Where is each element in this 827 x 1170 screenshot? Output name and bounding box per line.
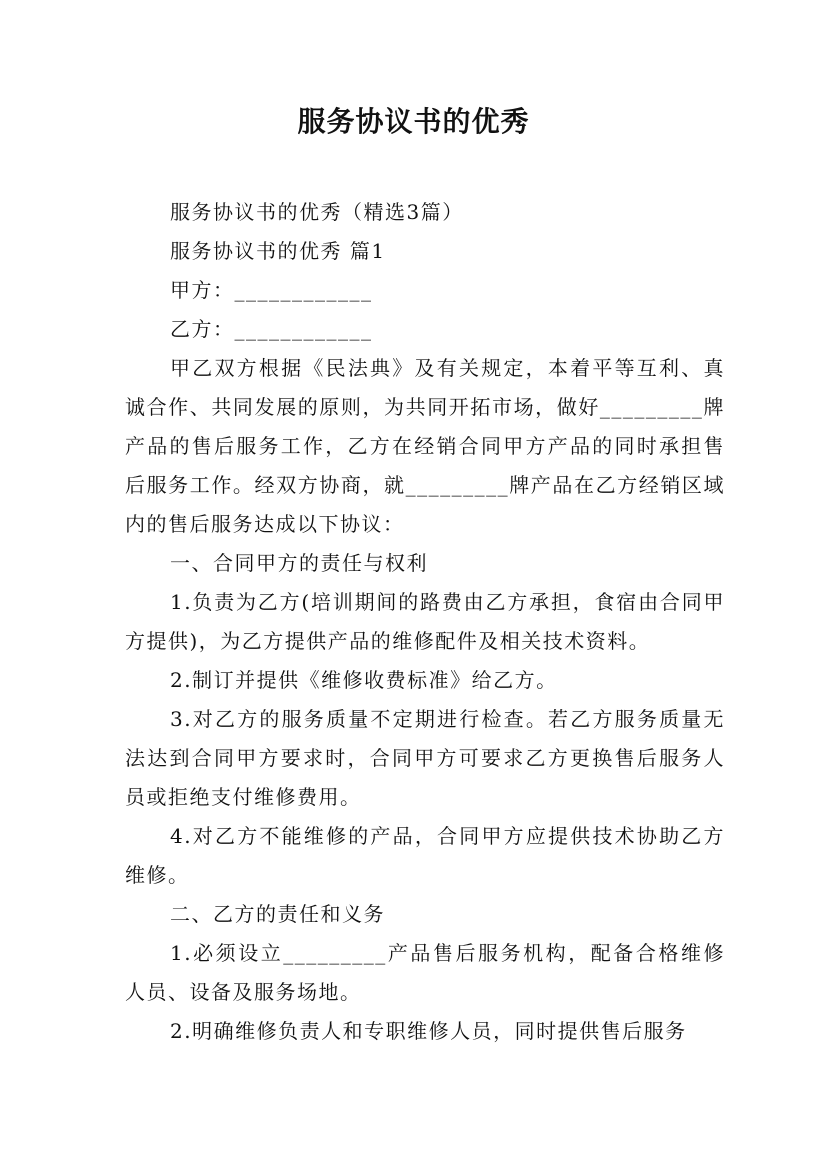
paragraph-clause-a4: 4.对乙方不能维修的产品，合同甲方应提供技术协助乙方维修。	[125, 824, 725, 887]
paragraph-heading-party-a-duties: 一、合同甲方的责任与权利	[170, 551, 428, 575]
paragraph-clause-a3: 3.对乙方的服务质量不定期进行检查。若乙方服务质量无法达到合同甲方要求时，合同甲方可要求乙方更换售后服务人员或拒绝支付维修费用。	[125, 707, 725, 809]
paragraph-party-b: 乙方：____________	[170, 317, 373, 341]
document-body	[125, 193, 725, 1051]
paragraph-party-a: 甲方：____________	[170, 278, 373, 302]
document-title: 服务协议书的优秀	[297, 105, 530, 138]
paragraph-preamble: 甲乙双方根据《民法典》及有关规定，本着平等互利、真诚合作、共同发展的原则，为共同开拓市场，做好_________牌产品的售后服务工作，乙方在经销合同甲方产品的同时承担售后服务工作。经双方协商，就_________牌产品在乙方经销区域内的售后服务达成以下协议：	[125, 356, 725, 536]
paragraph-clause-a2: 2.制订并提供《维修收费标准》给乙方。	[170, 668, 558, 692]
paragraph-section-heading: 服务协议书的优秀 篇1	[170, 239, 386, 263]
paragraph-clause-b2: 2.明确维修负责人和专职维修人员，同时提供售后服务	[170, 1019, 687, 1043]
paragraph-clause-a1: 1.负责为乙方(培训期间的路费由乙方承担，食宿由合同甲方提供)，为乙方提供产品的维修配件及相关技术资料。	[125, 590, 725, 653]
paragraph-heading-party-b-duties: 二、乙方的责任和义务	[170, 902, 385, 926]
paragraph-clause-b1: 1.必须设立_________产品售后服务机构，配备合格维修人员、设备及服务场地。	[125, 941, 725, 1004]
paragraph-intro: 服务协议书的优秀（精选3篇）	[170, 200, 464, 224]
